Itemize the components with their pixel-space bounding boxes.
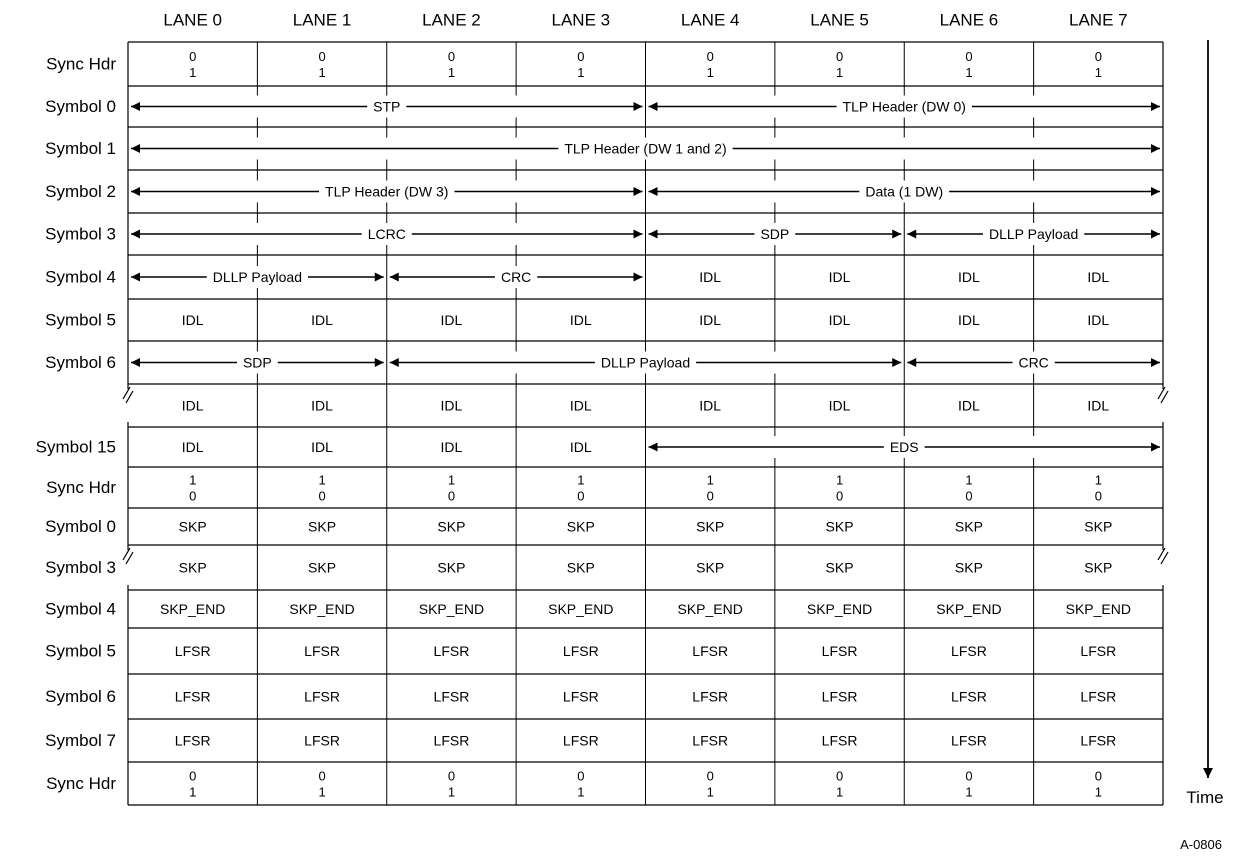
- row-label: Sync Hdr: [46, 774, 116, 793]
- row-label: Symbol 4: [45, 599, 116, 619]
- cell-value: LFSR: [562, 643, 599, 659]
- cell-value: IDL: [958, 397, 980, 414]
- cell-value: IDL: [828, 397, 851, 414]
- cell-value: SKP_END: [418, 601, 485, 617]
- span-label: DLLP Payload: [212, 269, 302, 285]
- row-label: Symbol 0: [45, 517, 116, 536]
- span-label: DLLP Payload: [600, 354, 691, 371]
- sync-bits: 0 1: [577, 48, 585, 80]
- row-label: Symbol 6: [45, 687, 116, 706]
- span-label: STP: [373, 98, 401, 115]
- cell-value: IDL: [1087, 312, 1110, 328]
- row-label: Symbol 15: [35, 437, 116, 457]
- lane-header: LANE 1: [292, 10, 352, 30]
- cell-value: IDL: [569, 439, 592, 455]
- sync-bits: 0 1: [706, 768, 714, 799]
- cell-value: IDL: [828, 269, 851, 285]
- span-label: LCRC: [367, 226, 406, 242]
- cell-value: LFSR: [174, 732, 211, 749]
- cell-value: IDL: [440, 439, 463, 455]
- cell-value: SKP: [1084, 559, 1113, 576]
- cell-value: IDL: [181, 397, 204, 414]
- sync-bits: 0 1: [447, 48, 456, 80]
- cell-value: SKP_END: [289, 601, 355, 617]
- cell-value: LFSR: [951, 643, 987, 659]
- row-label: Symbol 3: [45, 558, 116, 577]
- sync-bits: 0 1: [318, 768, 326, 799]
- span-label: CRC: [500, 269, 532, 285]
- cell-value: IDL: [181, 312, 204, 328]
- cell-value: SKP: [437, 518, 466, 535]
- sync-bits: 1 0: [835, 472, 844, 503]
- cell-value: LFSR: [951, 688, 987, 705]
- cell-value: SKP: [1084, 518, 1113, 535]
- cell-value: LFSR: [174, 688, 211, 705]
- cell-value: SKP_END: [548, 601, 614, 617]
- cell-value: IDL: [311, 439, 333, 455]
- cell-value: LFSR: [562, 688, 599, 705]
- row-label: Sync Hdr: [46, 54, 116, 74]
- cell-value: LFSR: [951, 732, 987, 749]
- cell-value: IDL: [1087, 397, 1110, 414]
- row-labels: [36, 55, 117, 794]
- cell-value: IDL: [699, 312, 722, 328]
- sync-bits: 0 1: [965, 768, 973, 799]
- cell-value: SKP_END: [806, 601, 873, 617]
- cell-value: SKP: [566, 559, 595, 576]
- sync-bits: 0 1: [447, 768, 456, 799]
- sync-bits: 1 0: [447, 472, 456, 503]
- lane-header: LANE 4: [680, 10, 740, 30]
- row-label: Symbol 2: [45, 182, 116, 201]
- sync-bits: 1 0: [706, 472, 714, 503]
- cell-value: IDL: [958, 312, 980, 328]
- lane-header: LANE 2: [422, 10, 481, 30]
- row-label: Sync Hdr: [46, 478, 116, 497]
- cell-value: IDL: [958, 269, 980, 285]
- cell-value: SKP_END: [677, 601, 743, 617]
- cell-value: SKP: [437, 559, 466, 576]
- sync-bits: 0 1: [1094, 48, 1102, 80]
- cell-value: SKP: [178, 518, 207, 535]
- lane-header: LANE 3: [551, 10, 611, 30]
- cell-value: LFSR: [1080, 643, 1117, 659]
- sync-bits: 0 1: [706, 48, 714, 80]
- cell-value: SKP: [178, 559, 207, 576]
- lane-header: LANE 5: [810, 10, 869, 30]
- cell-value: IDL: [311, 312, 333, 328]
- row-label: Symbol 7: [45, 731, 116, 750]
- cell-value: SKP: [566, 518, 595, 535]
- cell-value: SKP_END: [936, 601, 1002, 617]
- span-label: CRC: [1018, 354, 1049, 371]
- cell-value: IDL: [699, 269, 722, 285]
- row-label: Symbol 1: [45, 139, 116, 158]
- cell-value: LFSR: [304, 732, 340, 749]
- sync-bits: 1 0: [965, 472, 973, 503]
- row-label: Symbol 6: [45, 353, 116, 372]
- cell-value: IDL: [699, 397, 722, 414]
- cell-value: SKP_END: [1065, 601, 1131, 617]
- sync-bits: 0 1: [189, 48, 197, 80]
- row-label: Symbol 3: [45, 224, 116, 244]
- cell-value: IDL: [828, 312, 851, 328]
- span-label: DLLP Payload: [989, 226, 1079, 242]
- span-label: EDS: [889, 439, 919, 455]
- cell-value: LFSR: [174, 643, 211, 659]
- cell-value: LFSR: [433, 643, 470, 659]
- row-label: Symbol 5: [45, 310, 116, 330]
- sync-bits: 0 1: [577, 768, 585, 799]
- lane-headers: [163, 11, 1127, 30]
- cell-value: IDL: [1087, 269, 1110, 285]
- cell-value: LFSR: [433, 732, 470, 749]
- cell-value: SKP: [308, 559, 337, 576]
- cell-value: IDL: [181, 439, 204, 455]
- extras: [1180, 40, 1224, 852]
- span-label: SDP: [242, 354, 272, 371]
- sync-bits: 0 1: [835, 768, 844, 799]
- time-label: Time: [1186, 788, 1224, 807]
- row-label: Symbol 0: [45, 97, 116, 116]
- sync-bits: 0 1: [835, 48, 844, 80]
- sync-bits: 0 1: [318, 48, 326, 80]
- span-label: TLP Header (DW 1 and 2): [564, 140, 727, 157]
- cell-value: SKP: [954, 559, 983, 576]
- cell-value: LFSR: [692, 688, 729, 705]
- cell-value: SKP: [696, 518, 725, 535]
- cell-value: IDL: [569, 397, 592, 414]
- cell-value: SKP: [825, 518, 854, 535]
- sync-bits: 1 0: [318, 472, 326, 503]
- row-label: Symbol 4: [45, 267, 116, 287]
- span-label: Data (1 DW): [865, 183, 944, 200]
- cell-value: IDL: [440, 397, 463, 414]
- span-label: SDP: [760, 226, 790, 242]
- cell-value: LFSR: [304, 643, 340, 659]
- span-label: TLP Header (DW 0): [842, 98, 966, 115]
- cell-value: SKP: [308, 518, 337, 535]
- cell-value: SKP: [696, 559, 725, 576]
- cell-value: LFSR: [821, 732, 858, 749]
- cell-value: LFSR: [821, 688, 858, 705]
- sync-bits: 1 0: [577, 472, 585, 503]
- cell-value: LFSR: [692, 732, 729, 749]
- lane-header: LANE 6: [939, 10, 999, 30]
- sync-bits: 1 0: [189, 472, 197, 503]
- cell-value: LFSR: [562, 732, 599, 749]
- sync-bits: 0 1: [965, 48, 973, 80]
- lane-header: LANE 0: [163, 10, 222, 30]
- cell-value: SKP_END: [160, 601, 226, 617]
- cell-value: IDL: [311, 397, 333, 414]
- cell-value: IDL: [440, 312, 463, 328]
- cell-value: LFSR: [433, 688, 470, 705]
- span-label: TLP Header (DW 3): [325, 183, 449, 200]
- cell-value: LFSR: [821, 643, 858, 659]
- sync-bits: 0 1: [189, 768, 197, 799]
- cell-value: LFSR: [304, 688, 340, 705]
- cell-value: SKP: [954, 518, 983, 535]
- row-label: Symbol 5: [45, 641, 116, 661]
- cell-value: IDL: [569, 312, 592, 328]
- cell-value: LFSR: [1080, 732, 1117, 749]
- sync-bits: 0 1: [1094, 768, 1102, 799]
- lane-header: LANE 7: [1069, 10, 1128, 30]
- cell-value: LFSR: [1080, 688, 1117, 705]
- cell-value: SKP: [825, 559, 854, 576]
- sync-bits: 1 0: [1094, 472, 1102, 503]
- cell-value: LFSR: [692, 643, 729, 659]
- figure-id: A-0806: [1180, 837, 1222, 852]
